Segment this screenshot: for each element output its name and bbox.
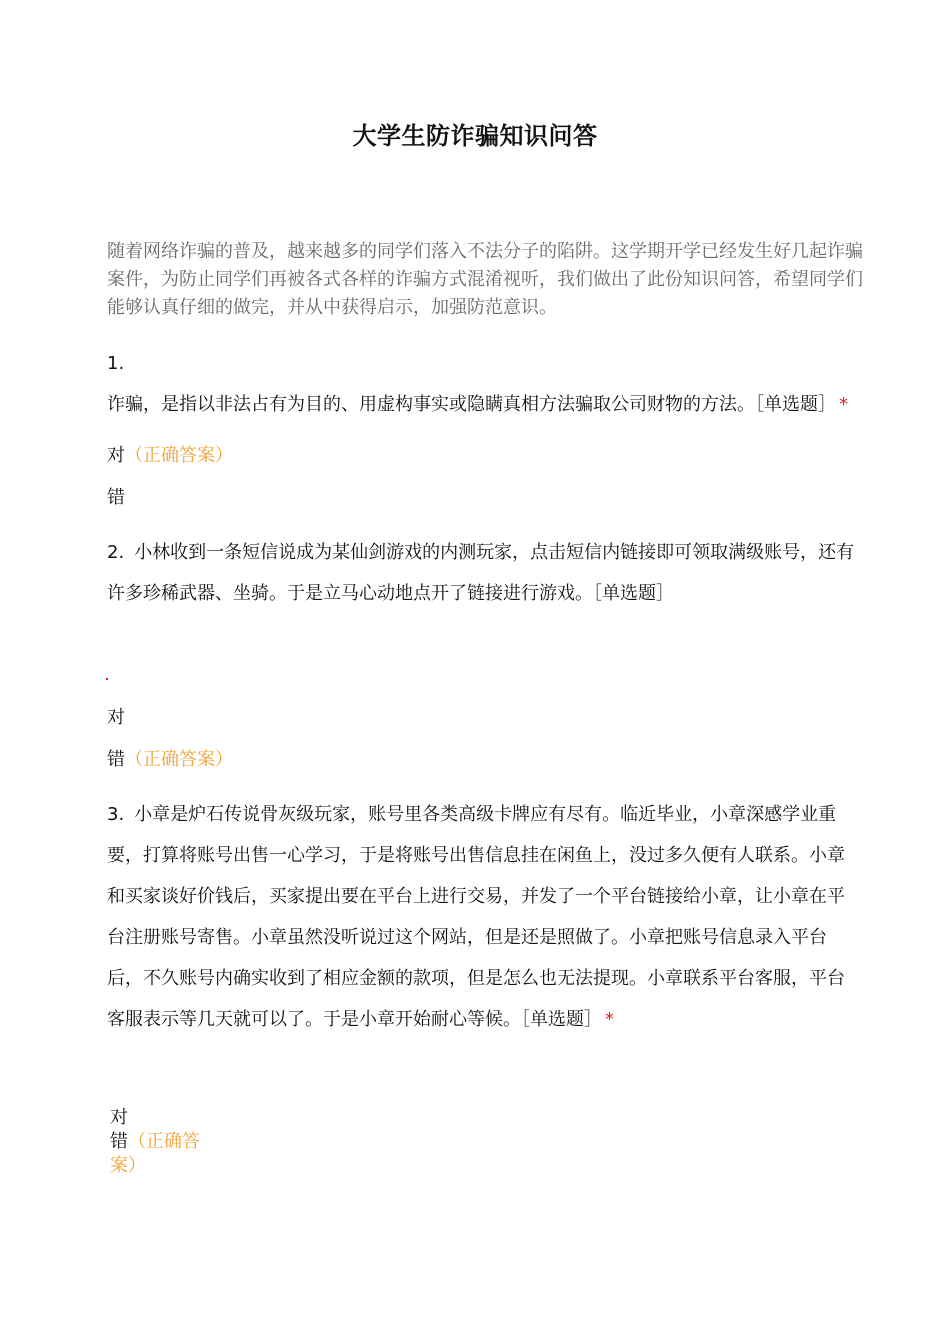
option-label: 对 [110, 1107, 128, 1128]
question-2 [107, 532, 855, 614]
option-label: 对 [107, 707, 125, 728]
question-number: 2. [107, 542, 125, 563]
question-number: 1. [107, 353, 125, 374]
option-label: 错 [110, 1131, 128, 1152]
option-false[interactable] [107, 748, 233, 772]
option-false[interactable] [107, 486, 125, 510]
question-3-options [110, 1106, 218, 1178]
question-3 [107, 794, 855, 1040]
option-label: 对 [107, 445, 125, 466]
required-mark: * [605, 1009, 614, 1030]
question-text: 诈骗，是指以非法占有为目的、用虚构事实或隐瞒真相方法骗取公司财物的方法。［单选题］ [107, 394, 836, 415]
correct-answer-note: （正确答案） [125, 445, 233, 466]
question-1 [107, 343, 855, 425]
document-title: 大学生防诈骗知识问答 [352, 122, 598, 150]
question-number: 3. [107, 804, 125, 825]
question-text: 小林收到一条短信说成为某仙剑游戏的内测玩家，点击短信内链接即可领取满级账号，还有许多珍稀武器、坐骑。于是立马心动地点开了链接进行游戏。［单选题］ [107, 542, 855, 604]
question-text: 小章是炉石传说骨灰级玩家，账号里各类高级卡牌应有尽有。临近毕业，小章深感学业重要，打算将账号出售一心学习，于是将账号出售信息挂在闲鱼上，没过多久便有人联系。小章和买家谈好价钱后，买家提出要在平台上进行交易，并发了一个平台链接给小章，让小章在平台注册账号寄售。小章虽然没听说过这个网站，但是还是照做了。小章把账号信息录入平台后，不久账号内确实收到了相应金额的款项，但是怎么也无法提现。小章联系平台客服，平台客服表示等几天就可以了。于是小章开始耐心等候。［单选题］ [107, 804, 845, 1030]
option-true[interactable] [107, 706, 125, 730]
option-label: 错 [107, 487, 125, 508]
option-false[interactable] [110, 1130, 218, 1178]
option-label: 错 [107, 749, 125, 770]
intro-paragraph: 随着网络诈骗的普及，越来越多的同学们落入不法分子的陷阱。这学期开学已经发生好几起诈骗案件，为防止同学们再被各式各样的诈骗方式混淆视听，我们做出了此份知识问答，希望同学们能够认真仔细的做完，并从中获得启示，加强防范意识。 [107, 241, 863, 318]
required-dot [106, 678, 108, 680]
required-mark: * [839, 394, 848, 415]
option-true[interactable] [107, 444, 233, 468]
correct-answer-note: （正确答案） [125, 749, 233, 770]
option-true[interactable] [110, 1106, 218, 1130]
correct-answer-note: （正确答案） [110, 1131, 200, 1176]
